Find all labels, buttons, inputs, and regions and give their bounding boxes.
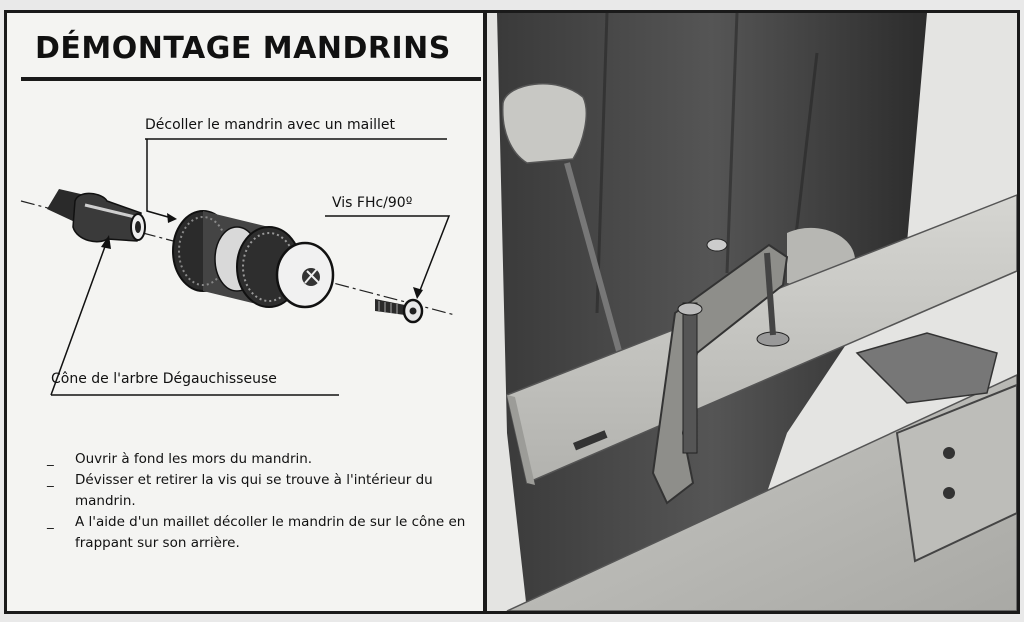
label-vis: Vis FHc/90º bbox=[332, 195, 413, 211]
photo-illustration bbox=[487, 13, 1017, 611]
instruction-panel bbox=[7, 13, 487, 611]
manual-page bbox=[4, 10, 1020, 614]
leader-right bbox=[325, 216, 449, 293]
list-item bbox=[47, 512, 487, 554]
arrowhead-top bbox=[167, 213, 177, 223]
instruction-text: A l'aide d'un maillet décoller le mandrin de sur le cône en frappant sur son arrière. bbox=[75, 514, 466, 551]
instruction-list bbox=[47, 449, 487, 554]
label-decoller: Décoller le mandrin avec un maillet bbox=[145, 117, 395, 133]
page-title: DÉMONTAGE MANDRINS bbox=[35, 31, 451, 66]
bullet-dash: _ bbox=[47, 514, 54, 530]
cone-icon bbox=[47, 189, 145, 242]
hand bbox=[503, 84, 587, 163]
list-item bbox=[47, 449, 487, 470]
list-item bbox=[47, 470, 487, 512]
label-cone: Cône de l'arbre Dégauchisseuse bbox=[51, 371, 277, 387]
bullet-dash: _ bbox=[47, 451, 54, 467]
arrowhead-right bbox=[413, 287, 423, 299]
screw-icon bbox=[375, 299, 422, 322]
photo-panel bbox=[487, 13, 1017, 611]
instruction-text: Dévisser et retirer la vis qui se trouve à l'intérieur du mandrin. bbox=[75, 472, 433, 509]
instruction-text: Ouvrir à fond les mors du mandrin. bbox=[75, 451, 313, 467]
chuck-icon bbox=[173, 211, 333, 307]
exploded-diagram bbox=[7, 13, 487, 433]
bullet-dash: _ bbox=[47, 472, 54, 488]
leader-top bbox=[147, 139, 175, 219]
